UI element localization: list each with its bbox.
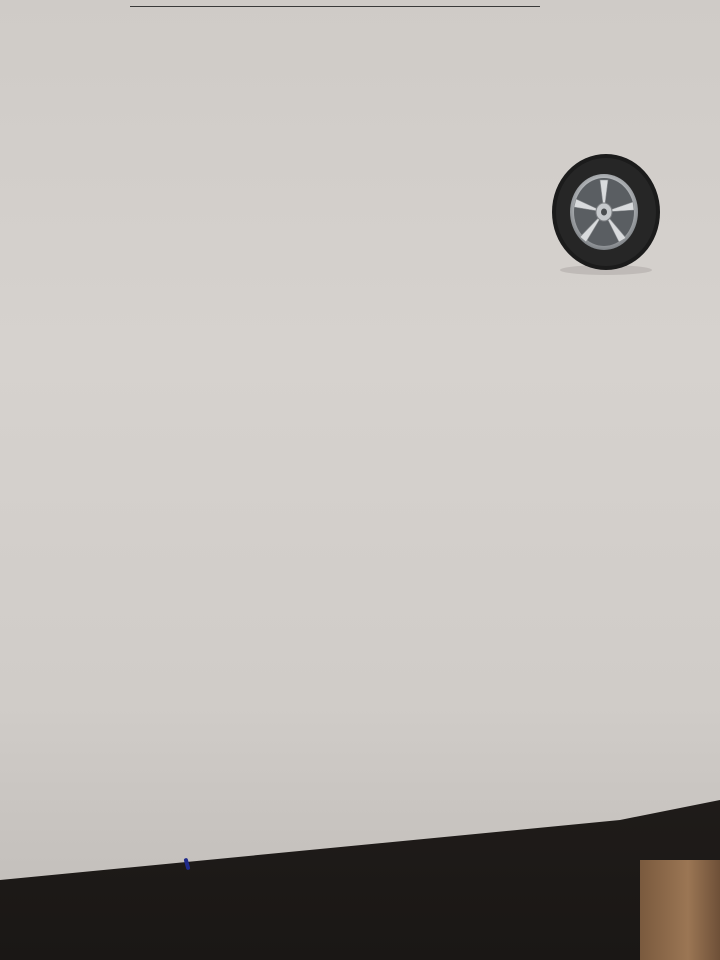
top-rule	[130, 0, 540, 7]
wooden-floor-corner	[640, 860, 720, 960]
wheel-checklist	[56, 14, 646, 23]
section-heading	[56, 32, 646, 41]
note	[56, 24, 646, 33]
section-intro	[56, 32, 646, 41]
section-lead	[56, 32, 646, 41]
page-content	[56, 14, 646, 41]
tire-icon	[548, 152, 664, 276]
suspension-checklist	[56, 32, 646, 41]
